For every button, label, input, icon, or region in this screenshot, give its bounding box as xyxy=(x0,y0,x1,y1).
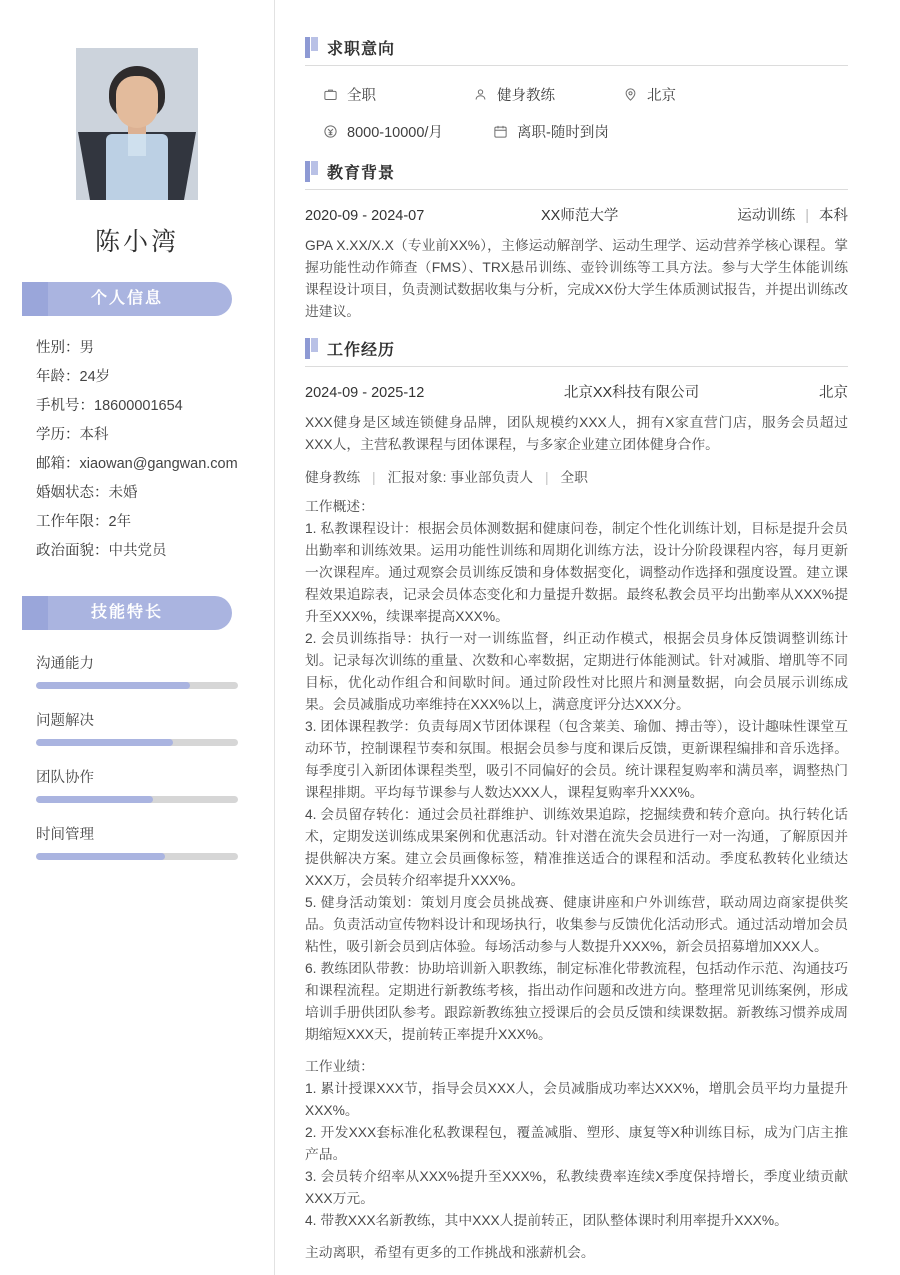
education-description: GPA X.XX/X.X（专业前XX%），主修运动解剖学、运动生理学、运动营养学核心课程。掌握功能性动作筛查（FMS）、TRX悬吊训练、壶铃训练等工具方法。参与大学生体能训练课程设计项目，负责测试数据收集与分析，完成XX份大学生体质测试报告，并提出训练改进建议。 xyxy=(305,238,848,319)
info-value: 本科 xyxy=(79,427,109,443)
section-header-experience xyxy=(305,337,848,360)
main-content xyxy=(275,0,900,1275)
list-item xyxy=(473,84,623,105)
overview-item: 1. 私教课程设计：根据会员体测数据和健康问卷，制定个性化训练计划，目标是提升会员出勤率和训练效果。运用功能性训练和周期化训练方法，设计分阶段课程内容，每月更新一次课程库。通过观察会员训练反馈和身体数据变化，调整动作选择和强度设置。建立课程效果追踪表，记录会员体态变化和力量提升数据。最终私教会员平均出勤率从XXX%提升至XXX%，续课率提高XXX%。 xyxy=(305,521,848,624)
achievement-item: 3. 会员转介绍率从XXX%提升至XXX%，私教续费率连续X季度保持增长，季度业绩贡献XXX万元。 xyxy=(305,1169,848,1206)
list-item xyxy=(323,84,473,105)
list-item xyxy=(493,121,663,142)
list-item xyxy=(36,709,238,746)
experience-meta xyxy=(305,466,848,486)
skill-bar-fill xyxy=(36,796,153,803)
leaving-note: 主动离职，希望有更多的工作挑战和涨薪机会。 xyxy=(305,1245,595,1260)
education-degree-group xyxy=(737,204,848,225)
skill-label: 问题解决 xyxy=(36,713,94,729)
list-item xyxy=(36,508,274,537)
info-key: 年龄： xyxy=(36,369,80,385)
separator: | xyxy=(544,470,549,485)
list-item xyxy=(36,652,238,689)
info-value: 未婚 xyxy=(108,485,138,501)
education-major: 运动训练 xyxy=(737,208,796,224)
overview-item: 4. 会员留存转化：通过会员社群维护、训练效果追踪，挖掘续费和转介意向。执行转化话术，定期发送训练成果案例和优惠活动。针对潜在流失会员进行一对一沟通，了解原因并提供解决方案。建立会员画像标签，精准推送适合的课程和活动。季度私教转化业绩达XXX万，会员转介绍率提升XXX%。 xyxy=(305,807,848,888)
section-header-personal-info xyxy=(0,282,274,316)
money-icon xyxy=(323,124,338,139)
list-item xyxy=(36,766,238,803)
personal-info-title: 个人信息 xyxy=(90,290,163,307)
separator: | xyxy=(805,208,809,224)
skill-bar-track xyxy=(36,796,238,803)
achievement-item: 1. 累计授课XXX节，指导会员XXX人，会员减脂成功率达XXX%，增肌会员平均力量提升XXX%。 xyxy=(305,1081,848,1118)
experience-entry-header xyxy=(305,381,848,402)
overview-item: 6. 教练团队带教：协助培训新入职教练，制定标准化带教流程，包括动作示范、沟通技巧和课程流程。定期进行新教练考核，指出动作问题和改进方向。整理常见训练案例，形成培训手册供团队参考。跟踪新教练独立授课后的会员反馈和续课数据。新教练习惯养成周期缩短XXX天，提前转正率提升XXX%。 xyxy=(305,961,848,1042)
info-key: 婚姻状态： xyxy=(36,485,109,501)
skill-label: 时间管理 xyxy=(36,827,94,843)
info-key: 手机号： xyxy=(36,398,94,414)
briefcase-icon xyxy=(323,87,338,102)
info-value: 中共党员 xyxy=(108,543,167,559)
flag-icon xyxy=(305,37,318,58)
skill-bar-fill xyxy=(36,682,190,689)
info-key: 政治面貌： xyxy=(36,543,109,559)
info-value: 男 xyxy=(79,340,94,356)
calendar-icon xyxy=(493,124,508,139)
overview-item: 3. 团体课程教学：负责每周X节团体课程（包含莱美、瑜伽、搏击等），设计趣味性课堂互动环节，控制课程节奏和氛围。根据会员参与度和课后反馈，更新课程编排和音乐选择。每季度引入新团体课程类型，吸引不同偏好的会员。统计课程复购率和满员率，调整热门课程排期。平均每节课参与人数达XXX人，课程复购率升XXX%。 xyxy=(305,719,848,800)
achievement-item: 4. 带教XXX名新教练，其中XXX人提前转正，团队整体课时利用率提升XXX%。 xyxy=(305,1213,788,1228)
intent-title: 求职意向 xyxy=(327,41,396,58)
experience-city: 北京 xyxy=(819,385,848,401)
education-entry-header xyxy=(305,204,848,225)
location-icon xyxy=(623,87,638,102)
education-degree: 本科 xyxy=(819,208,848,224)
info-key: 工作年限： xyxy=(36,514,109,530)
info-key: 性别： xyxy=(36,340,80,356)
achievement-heading: 工作业绩： xyxy=(305,1059,374,1074)
experience-position: 健身教练 xyxy=(305,470,361,485)
section-header-education xyxy=(305,160,848,183)
divider xyxy=(305,65,848,66)
experience-job-type: 全职 xyxy=(560,470,588,485)
achievement-item: 2. 开发XXX套标准化私教课程包，覆盖减脂、塑形、康复等X种训练目标，成为门店主推产品。 xyxy=(305,1125,848,1162)
list-item xyxy=(36,450,274,479)
experience-report-to: 汇报对象: 事业部负责人 xyxy=(387,470,534,485)
info-key: 学历： xyxy=(36,427,80,443)
overview-item: 2. 会员训练指导：执行一对一训练监督，纠正动作模式，根据会员身体反馈调整训练计划。记录每次训练的重量、次数和心率数据，定期进行体能测试。针对减脂、增肌等不同目标，优化动作组合和间歇时间。通过阶段性对比照片和测量数据，向会员展示训练成果。会员减脂成功率维持在XXX%以上，满意度评分达XXX分。 xyxy=(305,631,848,712)
divider xyxy=(305,366,848,367)
overview-item: 5. 健身活动策划：策划月度会员挑战赛、健康讲座和户外训练营，联动周边商家提供奖品。负责活动宣传物料设计和现场执行，收集参与反馈优化活动形式。通过活动增加会员粘性，吸引新会员到店体验。每场活动参与人数提升XXX%，新会员招募增加XXX人。 xyxy=(305,895,848,954)
list-item xyxy=(36,823,238,860)
list-item xyxy=(36,537,274,566)
skill-label: 沟通能力 xyxy=(36,656,94,672)
section-header-intent xyxy=(305,36,848,59)
divider xyxy=(305,189,848,190)
separator: | xyxy=(372,470,376,485)
flag-icon xyxy=(305,338,318,359)
education-school: XX师范大学 xyxy=(541,208,619,224)
list-item xyxy=(323,121,493,142)
info-key: 邮箱： xyxy=(36,456,80,472)
experience-company: 北京XX科技有限公司 xyxy=(563,385,700,401)
list-item xyxy=(36,392,274,421)
flag-icon xyxy=(305,161,318,182)
skill-bar-fill xyxy=(36,739,173,746)
list-item xyxy=(36,334,274,363)
skill-bar-track xyxy=(36,739,238,746)
experience-title: 工作经历 xyxy=(327,342,396,359)
photo-collar xyxy=(128,134,146,156)
intent-label: 全职 xyxy=(347,88,376,104)
education-date: 2020-09 - 2024-07 xyxy=(305,208,425,224)
skills-title: 技能特长 xyxy=(90,604,163,621)
list-item xyxy=(623,84,773,105)
user-icon xyxy=(473,87,488,102)
skills-list xyxy=(0,644,274,860)
skill-label: 团队协作 xyxy=(36,770,94,786)
overview-heading: 工作概述： xyxy=(305,499,374,514)
intent-label: 健身教练 xyxy=(497,88,555,104)
info-value: 24岁 xyxy=(79,369,111,385)
info-value: 18600001654 xyxy=(94,398,183,414)
avatar xyxy=(76,48,198,200)
info-value: xiaowan@gangwan.com xyxy=(79,456,238,472)
list-item xyxy=(36,421,274,450)
skill-bar-fill xyxy=(36,853,165,860)
skill-bar-track xyxy=(36,853,238,860)
intent-list xyxy=(305,80,848,160)
section-header-skills xyxy=(0,596,274,630)
experience-date: 2024-09 - 2025-12 xyxy=(305,385,425,401)
personal-info-list xyxy=(0,330,274,566)
left-sidebar xyxy=(0,0,275,1275)
list-item xyxy=(36,363,274,392)
skill-bar-track xyxy=(36,682,238,689)
intent-label: 北京 xyxy=(647,88,676,104)
company-intro: XXX健身是区域连锁健身品牌，团队规模约XXX人，拥有X家直营门店，服务会员超过XXX人，主营私教课程与团体课程，与多家企业建立团体健身合作。 xyxy=(305,415,848,452)
candidate-name: 陈小湾 xyxy=(94,228,179,256)
education-title: 教育背景 xyxy=(327,165,396,182)
info-value: 2年 xyxy=(108,514,132,530)
photo-face xyxy=(116,76,158,128)
intent-label: 离职-随时到岗 xyxy=(517,125,609,141)
list-item xyxy=(36,479,274,508)
intent-label: 8000-10000/月 xyxy=(347,125,443,141)
